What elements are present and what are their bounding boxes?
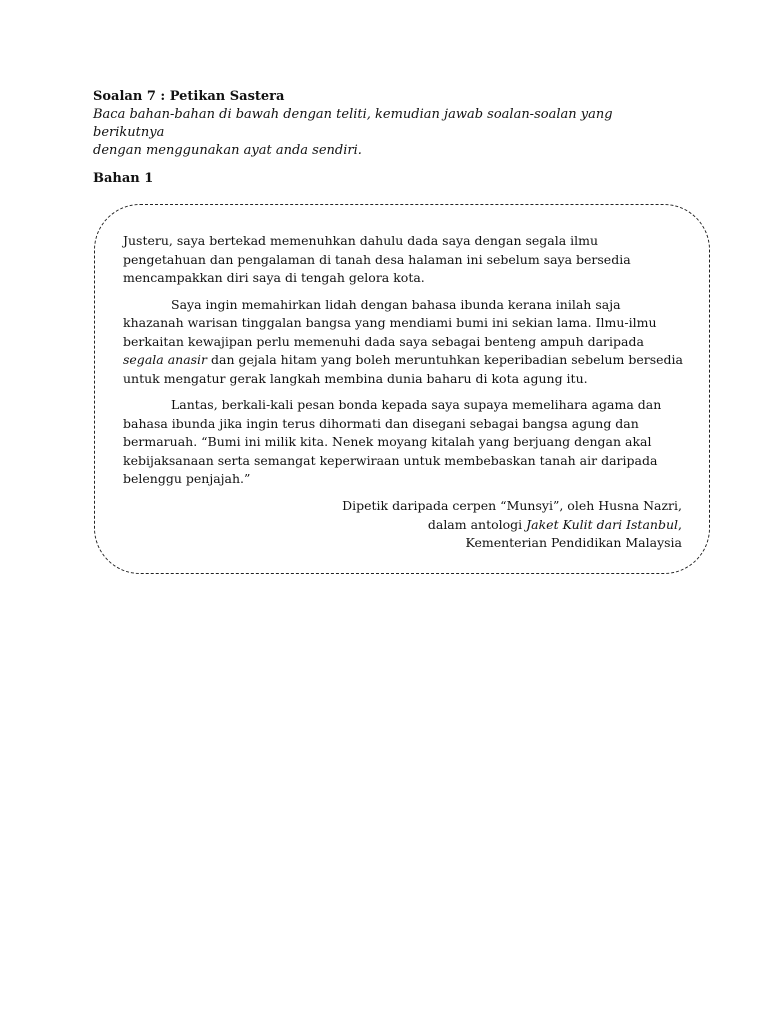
paragraph-2-text-b: dan gejala hitam yang boleh meruntuhkan keperibadian sebelum bersedia untuk mengatur gerak langkah membina dunia baharu di kota agung itu. [123, 352, 683, 386]
source-citation [342, 497, 682, 553]
instruction-line-1: Baca bahan-bahan di bawah dengan teliti, kemudian jawab soalan-soalan yang berikutnya [93, 107, 613, 140]
instruction-line-2: dengan menggunakan ayat anda sendiri. [93, 143, 362, 158]
question-instruction [93, 106, 683, 160]
passage-text [123, 232, 683, 497]
paragraph-2-italic-phrase: segala anasir [123, 352, 208, 367]
paragraph-2-text-a: Saya ingin memahirkan lidah dengan bahasa ibunda kerana inilah saja khazanah warisan tinggalan bangsa yang mendiami bumi ini sekian lama. Ilmu-ilmu berkaitan kewajipan perlu memenuhi dada saya sebagai benteng ampuh daripada [123, 296, 657, 349]
passage-paragraph-1: Justeru, saya bertekad memenuhkan dahulu dada saya dengan segala ilmu pengetahuan dan pengalaman di tanah desa halaman ini sebelum saya bersedia mencampakkan diri saya di tengah gelora kota. [123, 233, 631, 285]
source-line-2-prefix: dalam antologi [427, 516, 527, 532]
passage-paragraph-3: Lantas, berkali-kali pesan bonda kepada saya supaya memelihara agama dan bahasa ibunda jika ingin terus dihormati dan disegani sebagai bangsa agung dan bermaruah. “Bumi ini milik kita. Nenek moyang kitalah yang berjuang dengan akal kebijaksanaan serta semangat keperwiraan untuk membebaskan tanah air daripada belenggu penjajah.” [123, 397, 662, 486]
passage-paragraph-2 [123, 296, 683, 389]
source-line-2-suffix: , [678, 516, 682, 532]
source-line-3: Kementerian Pendidikan Malaysia [465, 535, 682, 550]
material-label: Bahan 1 [93, 171, 154, 186]
source-line-2 [342, 516, 682, 535]
anthology-title: Jaket Kulit dari Istanbul [526, 516, 679, 532]
source-line-1: Dipetik daripada cerpen “Munsyi”, oleh Husna Nazri, [342, 498, 682, 513]
question-title: Soalan 7 : Petikan Sastera [93, 89, 285, 104]
